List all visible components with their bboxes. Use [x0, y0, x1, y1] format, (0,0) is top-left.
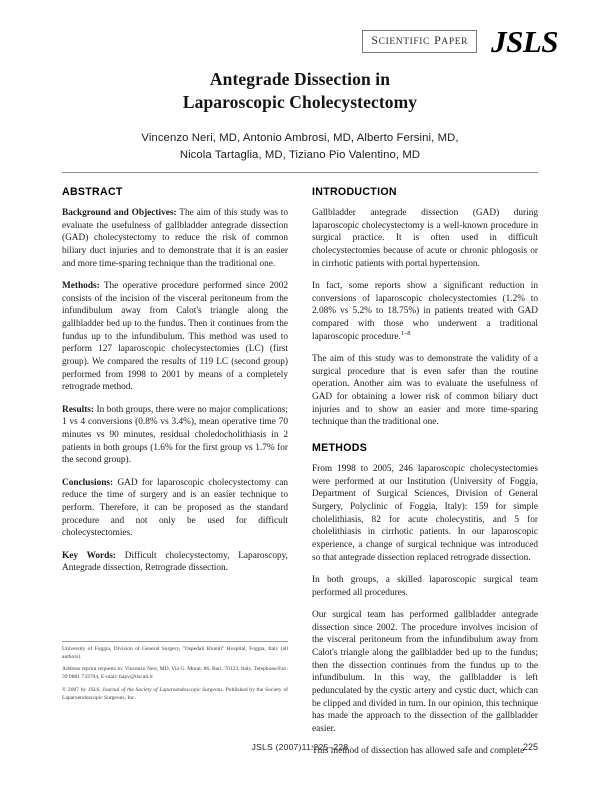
footnote-correspondence: Address reprint requests to: Vincenzo Neri, MD, Via G. Murat, 86, Bari, 70123, Italy. Telephone/Fax: 39 0881 733704, E-mail: tiapv@tiscali.it [62, 666, 288, 681]
methods-paragraph-3: Our surgical team has performed gallbladder antegrade dissection since 2002. The procedure involves incision of the visceral peritoneum from the infundibulum away from Calot's triangle along the gallbladder bed up to the fundus; then the dissection continues from the fundus up to the infundibulum. In this way, the gallbladder is left pedunculated by the cystic artery and cystic duct, which can be clipped and divided in turn. In our opinion, this technique has made the approach to the dissection of the gallbladder easier. [312, 609, 538, 735]
abstract-methods-label: Methods: [62, 280, 100, 291]
author-list [62, 130, 538, 164]
introduction-paragraph-2 [312, 280, 538, 343]
abstract-keywords-label: Key Words: [62, 550, 117, 561]
abstract-conclusions-label: Conclusions: [62, 477, 114, 488]
page-footer [62, 742, 538, 752]
title-line-1: Antegrade Dissection in [209, 69, 391, 89]
abstract-methods-text: The operative procedure performed since 2002 consists of the incision of the visceral peritoneum from the infundibulum away from Calot's triangle along the gallbladder bed up to the fundus. Then it continues from the fundus up to the infundibulum. This method was used to perform 127 laparoscopic cholecystectomies (LC) (first group). We compared the results of 119 LC (second group) performed from 1998 to 2001 by means of a completely retrograde method. [62, 280, 288, 393]
page-title [62, 68, 538, 114]
introduction-heading: INTRODUCTION [312, 186, 397, 198]
abstract-methods-paragraph [62, 280, 288, 394]
abstract-keywords-paragraph [62, 550, 288, 575]
author-line-2: Nicola Tartaglia, MD, Tiziano Pio Valentino, MD [179, 149, 421, 162]
abstract-conclusions-paragraph [62, 477, 288, 540]
abstract-background-paragraph [62, 207, 288, 270]
footnote-copyright [62, 687, 288, 703]
methods-paragraph-2: In both groups, a skilled laparoscopic surgical team performed all procedures. [312, 575, 538, 598]
footnote-divider [62, 641, 288, 642]
abstract-results-text: In both groups, there were no major complications; 1 vs 4 conversions (0.8% vs 3.4%), mean operative time 70 minutes vs 90 minutes, residual choledocholithiasis in 2 patients in both groups (1.6% for the first group vs 1.7% for the second group). [62, 404, 288, 466]
footnote-affiliation: University of Foggia, Division of General Surgery, "Ospedali Riuniti" Hospital, Foggia, Italy (all authors). [62, 646, 288, 660]
title-block [62, 68, 538, 164]
copyright-journal-name: JSLS, Journal of the Society of Laparoendoscopic Surgeons [87, 686, 223, 693]
scientific-paper-badge [362, 30, 477, 52]
abstract-keywords-text: Difficult cholecystectomy, Laparoscopy, Antegrade dissection, Retrograde dissection. [62, 550, 288, 574]
abstract-background-label: Background and Objectives: [62, 208, 177, 218]
header-divider [62, 172, 538, 173]
abstract-background-text: The aim of this study was to evaluate the usefulness of gallbladder antegrade dissection (GAD) cholecystectomy to reduce the risk of common biliary duct injuries and to demonstrate that it is an easier and more time-sparing technique than the traditional one. [62, 208, 288, 269]
abstract-conclusions-text: GAD for laparoscopic cholecystectomy can reduce the time of surgery and is an easier technique to perform. Therefore, it can be proposed as the standard procedure and not only be used for difficult cholecystectomies. [62, 477, 288, 539]
abstract-results-label: Results: [62, 404, 95, 415]
citation-reference-range: 1–8 [400, 329, 411, 337]
footer-citation: JSLS (2007)11:225–228 [251, 742, 349, 752]
badge-label: SCIENTIFIC PAPER [371, 33, 469, 48]
introduction-paragraph-3: The aim of this study was to demonstrate the validity of a surgical procedure that is even safer than the routine operation. Another aim was to evaluate the usefulness of GAD for obtaining a lower risk of common biliary duct injuries and to show an easier and more time-sparing technique than the traditional one. [312, 353, 538, 428]
introduction-paragraph-2-text: In fact, some reports show a significant reduction in conversions of laparoscopic cholecystectomies (1.2% to 2.08% vs 5.2% to 18.75%) in patients treated with GAD compared with those who underwent a traditional laparoscopic procedure. [312, 280, 538, 342]
masthead [362, 26, 558, 57]
title-line-2: Laparoscopic Cholecystectomy [182, 92, 418, 113]
abstract-results-paragraph [62, 404, 288, 467]
introduction-paragraph-1: Gallbladder antegrade dissection (GAD) during laparoscopic cholecystectomy is a well-known procedure in surgical practice. It is often used in difficult cholecystectomies because of acute or chronic phlogosis or in cirrhotic patients with portal hypertension. [312, 208, 538, 269]
methods-heading: METHODS [312, 442, 368, 454]
footnote-block [62, 641, 288, 707]
journal-logo: JSLS [491, 24, 558, 59]
footer-page-number: 225 [522, 742, 538, 752]
author-line-1: Vincenzo Neri, MD, Antonio Ambrosi, MD, Alberto Fersini, MD, [141, 132, 459, 145]
methods-paragraph-1: From 1998 to 2005, 246 laparoscopic cholecystectomies were performed at our Institution (University of Foggia, Department of Surgical Sciences, Division of General Surgery, Polyclinic of Foggia, Italy): 159 for simple cholelithiasis, 82 for acute cholecystitis, and 5 for cholelithiasis in cirrhotic patients. In our laparoscopic experience, a change of surgical technique was introduced so that antegrade dissection replaced retrograde dissection. [312, 464, 538, 563]
methods-paragraph-4: This method of dissection has allowed safe and complete [312, 746, 525, 757]
column-right [312, 186, 538, 767]
abstract-heading: ABSTRACT [62, 186, 123, 198]
copyright-suffix: . Published by the Society of Laparoendoscopic Surgeons, Inc. [62, 686, 289, 701]
copyright-prefix: © 2007 by [62, 686, 88, 693]
